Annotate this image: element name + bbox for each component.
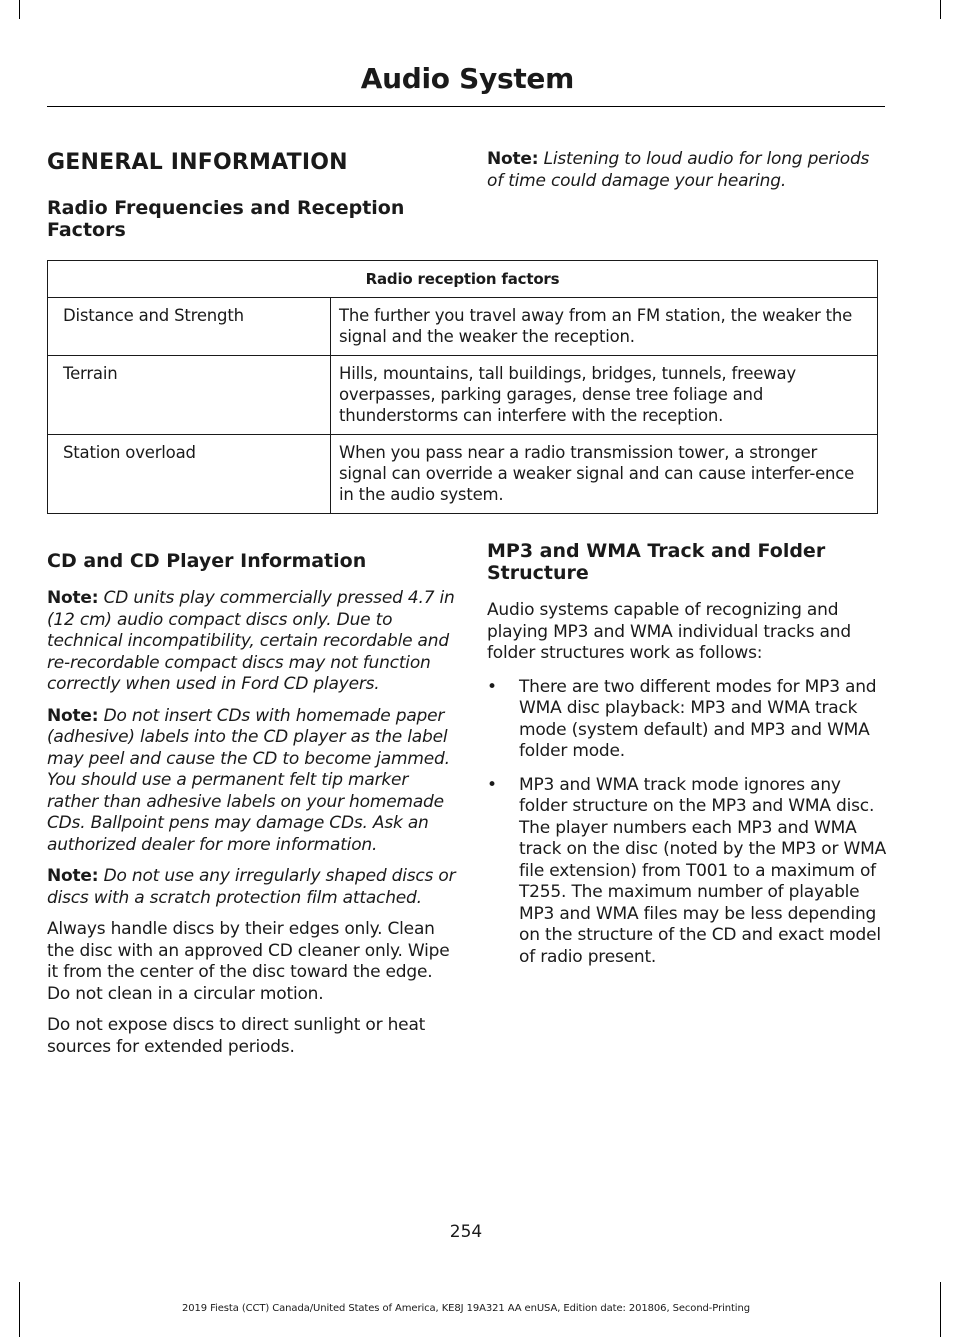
radio-heading: Radio Frequencies and Reception Factors: [47, 197, 405, 241]
note-text: CD units play commercially pressed 4.7 in (12 cm) audio compact discs only. Due to technical incompatibility, certain recordable and re-recordable compact discs may not function correctly when used in Ford CD players.: [47, 588, 455, 694]
note-text: Listening to loud audio for long periods of time could damage your hearing.: [487, 149, 870, 191]
footer-text: 2019 Fiesta (CCT) Canada/United States of America, KE8J 19A321 AA enUSA, Edition date: 201806, Second-Printing: [182, 1303, 750, 1314]
note-label: Note:: [47, 705, 99, 726]
factor-cell: Terrain: [48, 356, 331, 435]
cd-heading: CD and CD Player Information: [47, 550, 367, 572]
table-row: [48, 298, 878, 356]
note-text: Do not insert CDs with homemade paper (adhesive) labels into the CD player as the label may peel and cause the CD to become jammed. You should use a permanent felt tip marker rather than adhesive labels on your homemade CDs. Ballpoint pens may damage CDs. Ask an authorized dealer for more information.: [47, 705, 450, 855]
note-label: Note:: [47, 588, 99, 608]
cd-paragraph: Always handle discs by their edges only. Clean the disc with an approved CD cleaner only. Wipe it from the center of the disc toward the edge. Do not clean in a circular motion.: [47, 919, 450, 1004]
crop-mark-top-left: [0, 0, 20, 19]
list-item-text: MP3 and WMA track mode ignores any folder structure on the MP3 and WMA disc. The player numbers each MP3 and WMA track on the disc (noted by the MP3 or WMA file extension) from T001 to a maximum of T255. The maximum number of playable MP3 and WMA files may be less depending on the structure of the CD and exact model of radio present.: [519, 774, 886, 967]
table-row: [48, 435, 878, 514]
cd-paragraph: Do not expose discs to direct sunlight or heat sources for extended periods.: [47, 1015, 426, 1057]
description-cell: Hills, mountains, tall buildings, bridges, tunnels, freeway overpasses, parking garages, dense tree foliage and thunderstorms can interfere with the reception.: [331, 356, 878, 435]
mp3-section: [487, 540, 887, 980]
factor-cell: Distance and Strength: [48, 298, 331, 356]
list-item: [487, 677, 887, 763]
cd-section: [47, 550, 457, 1058]
description-cell: The further you travel away from an FM station, the weaker the signal and the weaker the reception.: [331, 298, 878, 356]
mp3-heading: MP3 and WMA Track and Folder Structure: [487, 540, 826, 584]
bullet-icon: •: [487, 676, 497, 697]
cd-note-3: [47, 866, 457, 909]
hearing-note: [487, 149, 887, 192]
note-label: Note:: [487, 149, 539, 169]
list-item-text: There are two different modes for MP3 and WMA disc playback: MP3 and WMA track mode (system default) and MP3 and WMA folder mode.: [519, 676, 877, 761]
page-number: 254: [449, 1222, 483, 1242]
crop-mark-top-right: [940, 0, 941, 19]
cd-note-2: [47, 706, 457, 857]
radio-section: [47, 197, 457, 241]
crop-mark-bottom-right: [940, 1282, 941, 1337]
section-title: GENERAL INFORMATION: [47, 150, 348, 175]
mp3-bullet-list: [487, 677, 887, 969]
description-cell: When you pass near a radio transmission tower, a stronger signal can override a weaker signal and can cause interfer-ence in the audio system.: [331, 435, 878, 514]
note-text: Do not use any irregularly shaped discs or discs with a scratch protection film attached.: [47, 866, 456, 908]
table-header-row: [48, 261, 878, 298]
cd-note-1: [47, 588, 457, 696]
note-label: Note:: [47, 866, 99, 886]
mp3-intro: Audio systems capable of recognizing and playing MP3 and WMA individual tracks and folder structures work as follows:: [487, 600, 851, 663]
list-item: [487, 775, 887, 969]
table-title: Radio reception factors: [48, 261, 878, 298]
bullet-icon: •: [487, 774, 497, 795]
header-divider: [47, 106, 885, 107]
chapter-title: Audio System: [360, 62, 574, 95]
table-row: [48, 356, 878, 435]
radio-reception-table: [47, 260, 878, 514]
factor-cell: Station overload: [48, 435, 331, 514]
